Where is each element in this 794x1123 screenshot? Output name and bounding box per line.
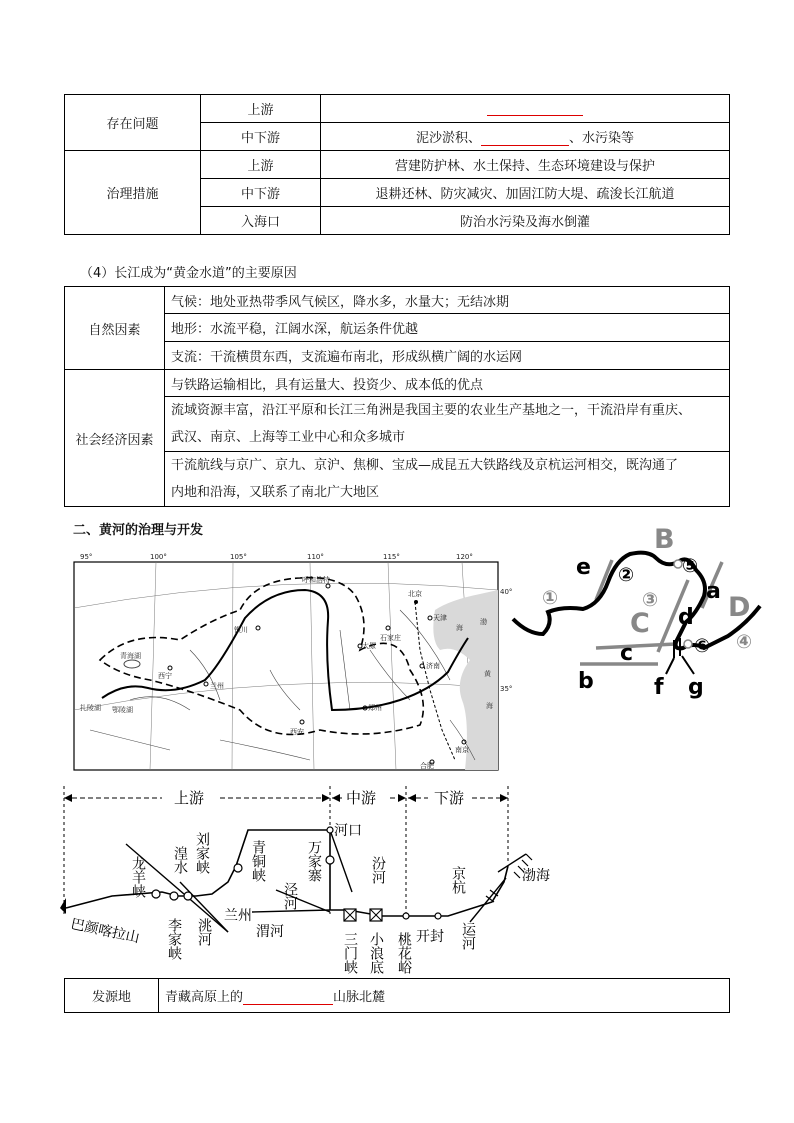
place-label: 扎陵湖: [80, 704, 101, 712]
label-e: e: [576, 555, 591, 580]
city-label: 南京: [455, 746, 469, 754]
label-kaifeng: 开封: [416, 929, 444, 945]
city-label: 太原: [362, 642, 376, 650]
city-label: 银川: [234, 626, 248, 634]
measure-middle-lower-text: 退耕还林、防灾减灾、加固江防大堤、疏浚长江航道: [321, 179, 730, 207]
dam-icon: [326, 856, 334, 864]
problems-measures-table: [64, 94, 730, 235]
city-label: 西宁: [158, 672, 172, 680]
city-label: 合肥: [420, 762, 434, 770]
dam-icon: [170, 892, 178, 900]
upper-problem-blank[interactable]: [321, 95, 730, 123]
measure-estuary-text: 防治水污染及海水倒灌: [321, 207, 730, 235]
taohuayu-marker: [403, 913, 409, 919]
measures-label: 治理措施: [65, 151, 201, 235]
source-label: 发源地: [65, 979, 159, 1013]
label-f: f: [654, 675, 664, 700]
city-label: 兰州: [210, 682, 224, 690]
yellow-river-map: [70, 550, 513, 776]
circled-3: ③: [642, 589, 659, 611]
label-yunhe: 运河: [460, 922, 476, 950]
label-a: a: [706, 579, 721, 604]
label-taohuayu: 桃花峪: [396, 932, 412, 974]
lat-label: 40°: [500, 588, 513, 596]
label-jinghang: 京杭: [450, 866, 466, 894]
social-text-2: 流域资源丰富，沿江平原和长江三角洲是我国主要的农业生产基地之一，干流沿岸有重庆、 武汉、南京、上海等工业中心和众多城市: [165, 397, 730, 452]
river-weihe: [252, 910, 330, 912]
city-label: 郑州: [368, 704, 382, 712]
place-label: 青海湖: [120, 652, 141, 660]
city-label: 呼和浩特: [302, 576, 330, 584]
circled-4: ④: [736, 631, 753, 653]
grand-canal: [470, 878, 506, 922]
label-jinghe: 泾河: [282, 882, 298, 910]
city-label: 石家庄: [380, 634, 401, 642]
label-liujiaxia: 刘家峡: [194, 832, 210, 874]
city-label: 济南: [426, 662, 440, 670]
lon-label: 100°: [150, 553, 167, 561]
lon-label: 105°: [230, 553, 247, 561]
label-hekou: 河口: [334, 823, 362, 839]
label-d: d: [678, 605, 694, 630]
place-label: 渤: [480, 618, 487, 626]
middle-lower-problem-blank[interactable]: [481, 133, 569, 146]
dam-icon: [184, 892, 192, 900]
problems-label: 存在问题: [65, 95, 201, 151]
lat-label: 35°: [500, 685, 513, 693]
golden-waterway-table: [64, 286, 730, 507]
label-taohe: 洮河: [196, 918, 212, 946]
social-factors-label: 社会经济因素: [65, 370, 165, 507]
label-C: C: [630, 608, 650, 639]
middle-lower-reach-label: 中下游: [201, 123, 321, 151]
hekou-marker: [327, 827, 333, 833]
source-table: [64, 978, 730, 1013]
label-source-mountain: 巴颜喀拉山: [69, 916, 141, 947]
lon-label: 120°: [456, 553, 473, 561]
section2-title: 二、黄河的治理与开发: [73, 523, 204, 538]
pointer-f: [666, 658, 674, 674]
terrain-text: 地形：水流平稳，江阔水深，航运条件优越: [165, 314, 730, 342]
label-huangshui: 湟水: [172, 846, 188, 874]
lon-label: 115°: [383, 553, 400, 561]
dam-icon: [152, 890, 160, 898]
label-b: b: [578, 669, 594, 694]
label-B: B: [654, 524, 675, 555]
river-profile-diagram: [52, 782, 572, 982]
dam-icon: [234, 864, 242, 872]
upper-reach-label: 上游: [201, 95, 321, 123]
city-marker: [414, 600, 418, 604]
label-lijiaxia: 李家峡: [166, 918, 182, 960]
lon-label: 110°: [307, 553, 324, 561]
measure-estuary-label: 入海口: [201, 207, 321, 235]
place-label: 海: [486, 702, 493, 710]
climate-text: 气候：地处亚热带季风气候区，降水多，水量大；无结冰期: [165, 287, 730, 314]
lower-reach-title: 下游: [434, 789, 465, 807]
label-sanmenxia: 三门峡: [342, 932, 358, 974]
point-marker: [674, 560, 682, 568]
circled-1: ①: [542, 587, 559, 609]
label-xiaolangdi: 小浪底: [368, 932, 384, 974]
point-marker: [684, 640, 692, 648]
middle-reach-title: 中游: [346, 789, 377, 807]
label-D: D: [728, 592, 751, 623]
label-g: g: [688, 675, 704, 700]
label-lanzhou: 兰州: [224, 908, 252, 924]
place-label: 鄂陵湖: [112, 706, 133, 714]
source-blank[interactable]: [243, 992, 333, 1005]
label-weihe: 渭河: [256, 924, 284, 940]
tributaries-text: 支流：干流横贯东西，支流遍布南北，形成纵横广阔的水运网: [165, 342, 730, 370]
yellow-river-sketch: [508, 524, 770, 698]
social-text-1: 与铁路运输相比，具有运量大、投资少、成本低的优点: [165, 370, 730, 397]
city-label: 天津: [433, 614, 447, 622]
measure-middle-lower-label: 中下游: [201, 179, 321, 207]
label-fenhe: 汾河: [370, 856, 386, 884]
social-text-3: 干流航线与京广、京九、京沪、焦柳、宝成—成昆五大铁路线及京杭运河相交，既沟通了 内地和沿海，又联系了南北广大地区: [165, 452, 730, 507]
kaifeng-marker: [435, 913, 441, 919]
middle-lower-problem: 泥沙淤积、 、水污染等: [321, 123, 730, 151]
measure-upper-label: 上游: [201, 151, 321, 179]
line-c: [596, 644, 676, 648]
label-longyangxia: 龙羊峡: [130, 856, 146, 898]
place-label: 海: [456, 624, 463, 632]
circled-2: ②: [618, 564, 635, 586]
pointer-g: [682, 656, 694, 674]
source-text: 青藏高原上的 山脉北麓: [159, 979, 730, 1013]
natural-factors-label: 自然因素: [65, 287, 165, 370]
circled-6: ⑥: [694, 635, 711, 657]
city-label: 西安: [290, 728, 304, 736]
measure-upper-text: 营建防护林、水土保持、生态环境建设与保护: [321, 151, 730, 179]
label-qingtongxia: 青铜峡: [250, 840, 266, 882]
label-bohai: 渤海: [522, 868, 550, 884]
place-label: 黄: [484, 670, 491, 678]
circled-5: ⑤: [682, 555, 699, 577]
city-label: 北京: [408, 590, 422, 598]
label-wanjiazhai: 万家寨: [306, 840, 322, 882]
source-mountain-marker: [60, 898, 66, 914]
upper-reach-title: 上游: [174, 789, 205, 807]
label-c: c: [620, 641, 634, 666]
section4-title: （4）长江成为“黄金水道”的主要原因: [80, 266, 297, 281]
lon-label: 95°: [80, 553, 93, 561]
